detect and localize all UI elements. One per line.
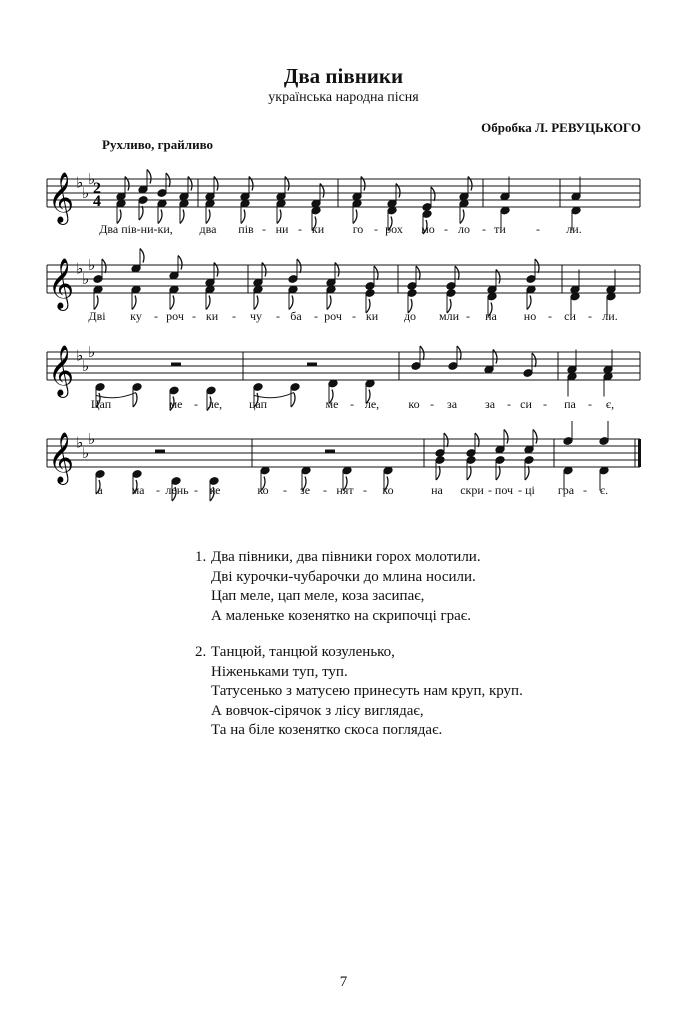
lyric-syllable: - [350, 397, 354, 411]
flat-icon: ♭ [88, 256, 96, 274]
lyric-syllable: до [403, 309, 417, 323]
verse-line: 1. Два півники, два півники горох молотили. [195, 548, 523, 568]
lyric-syllable: - [507, 397, 511, 411]
lyric-syllable: - [194, 483, 198, 497]
verse-line: Дві курочки-чубарочки до млина носили. [211, 568, 476, 585]
treble-clef-icon: 𝄞 [48, 432, 75, 483]
lyric-syllable: - [374, 222, 378, 236]
lyric-syllable: цап [248, 397, 268, 411]
verse-line: А вовчок-сірячок з лісу виглядає, [211, 702, 424, 719]
treble-clef-icon: 𝄞 [48, 258, 75, 309]
lyric-syllable: - [430, 397, 434, 411]
lyric-syllable: ли. [602, 309, 618, 323]
flat-icon: ♭ [76, 259, 84, 278]
lyric-syllable: ко [382, 483, 394, 497]
flat-icon: ♭ [82, 270, 90, 288]
flat-icon: ♭ [76, 173, 84, 192]
tempo-marking: Рухливо, грайливо [102, 137, 213, 152]
lyric-syllable: за [446, 397, 458, 411]
verse-line: Татусенько з матусею принесуть нам круп, круп. [211, 683, 523, 699]
verse-line: Ніженьками туп, туп. [211, 663, 348, 680]
lyric-syllable: - [156, 483, 160, 497]
lyric-syllable: - [323, 483, 327, 497]
lyric-syllable: - [314, 309, 318, 323]
lyric-syllable: чу [249, 309, 263, 323]
verse-1 [195, 548, 523, 626]
lyric-syllable: ле, [364, 397, 380, 411]
arranger-credit: Обробка Л. РЕВУЦЬКОГО [481, 120, 641, 135]
verse-number: 2. [195, 644, 207, 660]
verse-2 [195, 643, 523, 741]
lyric-syllable: лень [165, 483, 189, 497]
lyric-syllable: - [466, 309, 470, 323]
lyric-syllable: Два пів-ни-ки, [99, 222, 173, 236]
lyric-syllable: - [518, 483, 522, 497]
lyric-syllable: - [192, 309, 196, 323]
lyric-syllable: си [520, 397, 532, 411]
verses-block [195, 548, 523, 758]
treble-clef-icon: 𝄞 [48, 172, 75, 223]
flat-icon: ♭ [88, 430, 96, 448]
lyric-syllable: - [298, 222, 302, 236]
lyric-syllable: - [232, 309, 236, 323]
lyric-syllable: го [352, 222, 364, 236]
flat-icon: ♭ [82, 444, 90, 462]
lyric-syllable: - [543, 397, 547, 411]
song-subtitle: українська народна пісня [268, 90, 419, 105]
lyric-syllable: рох [385, 222, 403, 236]
lyric-syllable: ки [365, 309, 379, 323]
lyric-syllable: мо [421, 222, 435, 236]
lyric-syllable: - [583, 483, 587, 497]
lyric-syllable: си [564, 309, 576, 323]
lyric-syllable: ме [169, 397, 183, 411]
lyric-syllable: є, [605, 397, 615, 411]
lyric-syllable: - [262, 222, 266, 236]
verse-number: 1. [195, 549, 207, 565]
flat-icon: ♭ [76, 433, 84, 452]
lyric-syllable: на [485, 309, 497, 323]
lyric-syllable: ки [311, 222, 325, 236]
lyric-syllable: гра [557, 483, 575, 497]
lyric-syllable: - [588, 397, 592, 411]
lyric-syllable: ле, [207, 397, 223, 411]
verse-line: 2. Танцюй, танцюй козуленько, [195, 643, 523, 663]
lyric-syllable: - [588, 309, 592, 323]
lyric-syllable: ке [209, 483, 221, 497]
verse-line: А маленьке козенятко на скрипочці грає. [211, 607, 471, 624]
lyric-syllable: ку [130, 309, 142, 323]
lyric-syllable: ни [275, 222, 289, 236]
lyric-syllable: ли. [566, 222, 582, 236]
lyric-syllable: - [363, 483, 367, 497]
lyric-syllable: - [548, 309, 552, 323]
lyric-syllable: ло [458, 222, 470, 236]
lyric-syllable: - [444, 222, 448, 236]
lyric-syllable: ба [290, 309, 302, 323]
lyric-syllable: - [283, 483, 287, 497]
lyric-syllable: ме [325, 397, 339, 411]
verse-line: Та на біле козенятко скоса поглядає. [211, 722, 443, 738]
lyric-syllable: на [431, 483, 443, 497]
time-signature-top: 2 [93, 180, 101, 197]
lyric-syllable: за [484, 397, 496, 411]
lyric-syllable: ма [131, 483, 145, 497]
lyric-syllable: - [154, 309, 158, 323]
lyric-syllable: нят [336, 483, 354, 497]
lyric-syllable: поч [494, 483, 514, 497]
lyric-syllable: ці [525, 483, 535, 497]
lyric-syllable: скри [460, 483, 484, 497]
page-number: 7 [339, 974, 348, 990]
flat-icon: ♭ [82, 357, 90, 375]
lyric-syllable: - [488, 483, 492, 497]
lyric-syllable: мли [438, 309, 460, 323]
lyric-syllable: Дві [88, 309, 106, 323]
lyric-syllable: но [523, 309, 537, 323]
lyric-syllable: два [199, 222, 217, 236]
lyric-syllable: є. [599, 483, 609, 497]
lyric-syllable: Цап [90, 397, 112, 411]
flat-icon: ♭ [88, 170, 96, 188]
lyric-syllable: роч [166, 309, 184, 323]
lyric-syllable: - [482, 222, 486, 236]
lyric-syllable: па [564, 397, 576, 411]
flat-icon: ♭ [88, 343, 96, 361]
lyric-syllable: ти [494, 222, 506, 236]
verse-line: Цап меле, цап меле, коза засипає, [211, 588, 425, 604]
lyric-syllable: роч [324, 309, 342, 323]
flat-icon: ♭ [76, 346, 84, 365]
lyric-syllable: ки [205, 309, 219, 323]
lyric-syllable: - [194, 397, 198, 411]
flat-icon: ♭ [82, 184, 90, 202]
lyric-syllable: - [352, 309, 356, 323]
lyric-syllable: пів [238, 222, 254, 236]
lyric-syllable: зе [299, 483, 311, 497]
lyric-syllable: а [97, 483, 103, 497]
lyric-syllable: - [536, 222, 540, 236]
song-title: Два півники [283, 64, 404, 88]
lyric-syllable: - [276, 309, 280, 323]
lyric-syllable: ко [257, 483, 269, 497]
treble-clef-icon: 𝄞 [48, 345, 75, 396]
time-signature-bottom: 4 [93, 193, 101, 210]
lyric-syllable: ко [408, 397, 420, 411]
